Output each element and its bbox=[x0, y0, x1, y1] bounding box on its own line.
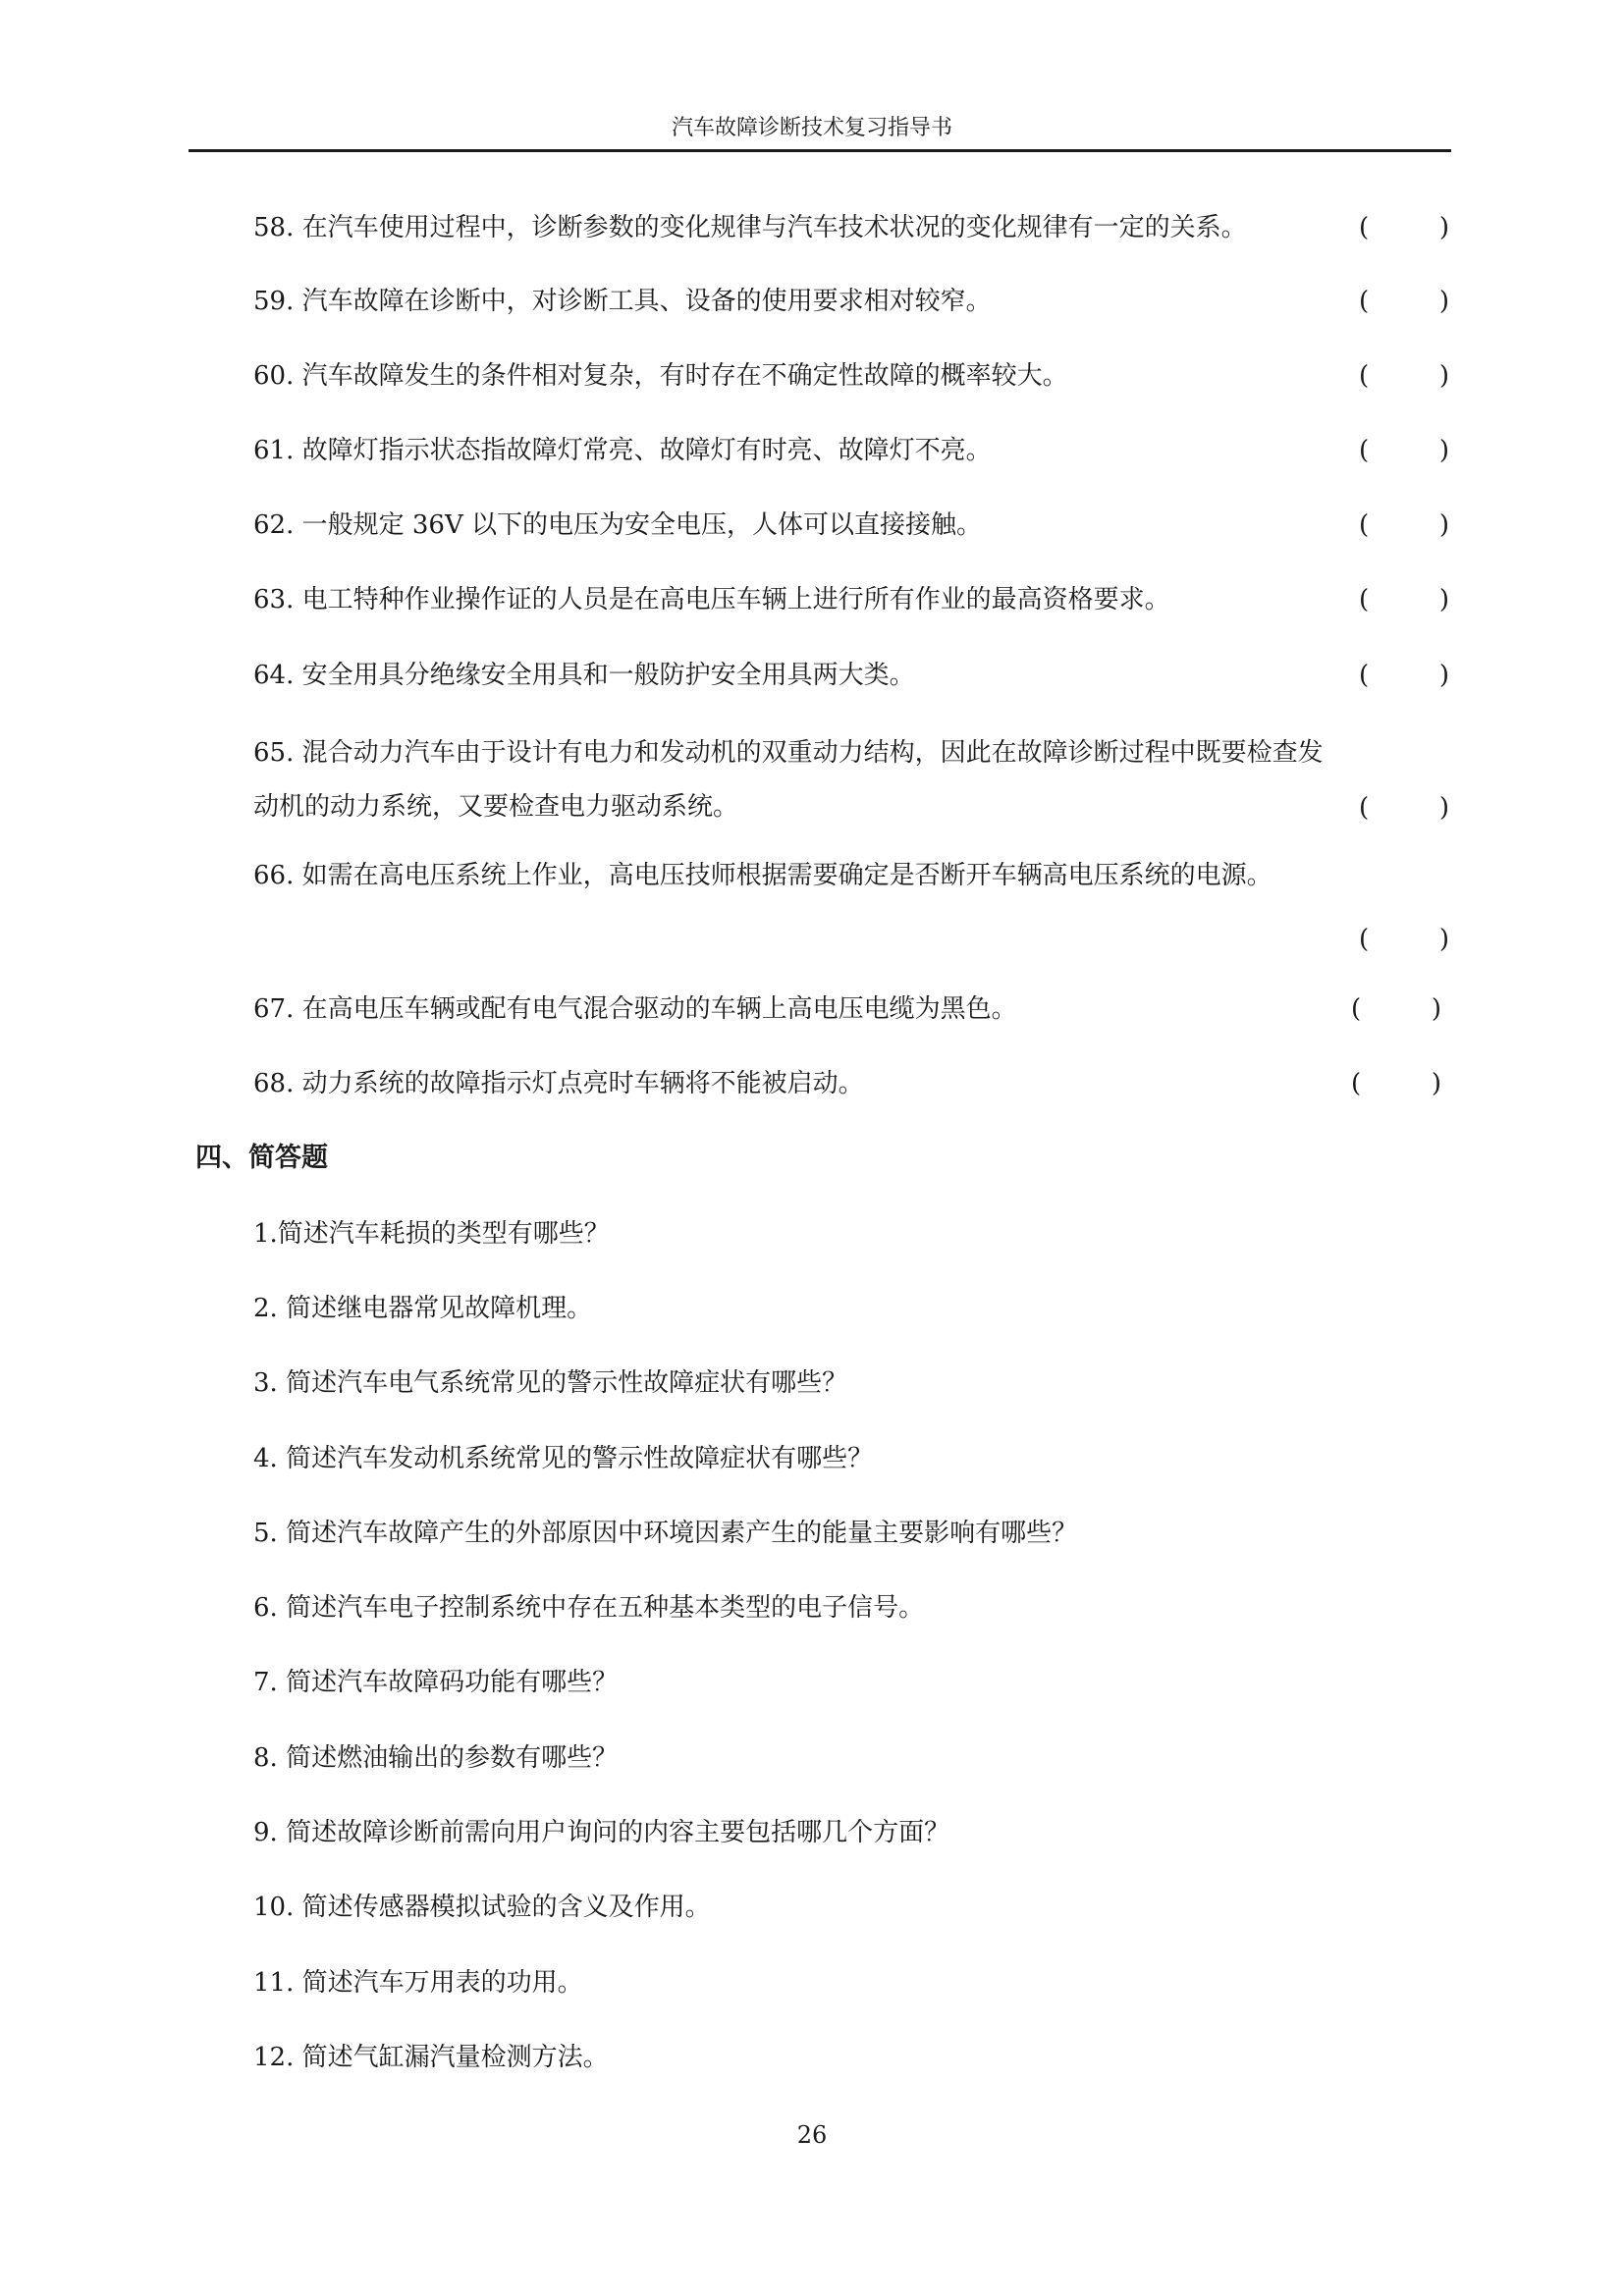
short-answer-item: 2. 简述继电器常见故障机理。 bbox=[253, 1294, 593, 1323]
question-text: 66. 如需在高电压系统上作业，高电压技师根据需要确定是否断开车辆高电压系统的电源。 bbox=[253, 861, 1272, 890]
tf-question-68 bbox=[253, 1067, 1449, 1100]
short-answer-item: 11. 简述汽车万用表的功用。 bbox=[253, 1968, 583, 1998]
question-text: 61. 故障灯指示状态指故障灯常亮、故障灯有时亮、故障灯不亮。 bbox=[253, 436, 992, 465]
short-answer-item: 4. 简述汽车发动机系统常见的警示性故障症状有哪些？ bbox=[253, 1444, 874, 1473]
answer-blank: ( ) bbox=[1359, 585, 1449, 614]
short-answer-item: 5. 简述汽车故障产生的外部原因中环境因素产生的能量主要影响有哪些？ bbox=[253, 1519, 1078, 1548]
question-text: 63. 电工特种作业操作证的人员是在高电压车辆上进行所有作业的最高资格要求。 bbox=[253, 585, 1170, 614]
tf-question-65 bbox=[253, 726, 1449, 834]
header-rule bbox=[189, 149, 1451, 152]
question-text: 58. 在汽车使用过程中，诊断参数的变化规律与汽车技术状况的变化规律有一定的关系。 bbox=[253, 213, 1247, 242]
tf-question-67 bbox=[253, 992, 1449, 1026]
answer-blank: ( ) bbox=[1359, 436, 1449, 465]
section-heading-short-answer: 四、简答题 bbox=[195, 1143, 328, 1173]
tf-question-63 bbox=[253, 583, 1449, 616]
tf-question-58 bbox=[253, 211, 1449, 244]
tf-question-61 bbox=[253, 434, 1449, 467]
question-text: 64. 安全用具分绝缘安全用具和一般防护安全用具两大类。 bbox=[253, 661, 915, 690]
question-text: 68. 动力系统的故障指示灯点亮时车辆将不能被启动。 bbox=[253, 1069, 864, 1098]
short-answer-item: 6. 简述汽车电子控制系统中存在五种基本类型的电子信号。 bbox=[253, 1593, 925, 1623]
question-text: 59. 汽车故障在诊断中，对诊断工具、设备的使用要求相对较窄。 bbox=[253, 287, 992, 316]
short-answer-item: 7. 简述汽车故障码功能有哪些？ bbox=[253, 1668, 619, 1697]
tf-question-66 bbox=[253, 859, 1449, 954]
short-answer-item: 3. 简述汽车电气系统常见的警示性故障症状有哪些？ bbox=[253, 1368, 848, 1398]
answer-blank: ( ) bbox=[1359, 793, 1449, 823]
tf-question-64 bbox=[253, 659, 1449, 692]
page-number: 26 bbox=[796, 2121, 828, 2149]
answer-line bbox=[253, 892, 1449, 946]
answer-blank: ( ) bbox=[1359, 925, 1449, 954]
question-text: 60. 汽车故障发生的条件相对复杂，有时存在不确定性故障的概率较大。 bbox=[253, 361, 1068, 391]
answer-blank: ( ) bbox=[1359, 287, 1449, 316]
answer-blank: ( ) bbox=[1359, 213, 1449, 242]
answer-blank: ( ) bbox=[1359, 510, 1449, 540]
answer-blank: ( ) bbox=[1359, 361, 1449, 391]
answer-blank: ( ) bbox=[1359, 661, 1449, 690]
short-answer-item: 12. 简述气缸漏汽量检测方法。 bbox=[253, 2043, 609, 2072]
short-answer-item: 10. 简述传感器模拟试验的含义及作用。 bbox=[253, 1893, 711, 1922]
tf-question-59 bbox=[253, 285, 1449, 318]
question-text: 67. 在高电压车辆或配有电气混合驱动的车辆上高电压电缆为黑色。 bbox=[253, 994, 1017, 1024]
question-text: 62. 一般规定 36V 以下的电压为安全电压，人体可以直接接触。 bbox=[253, 510, 983, 540]
tf-question-60 bbox=[253, 359, 1449, 393]
short-answer-item: 9. 简述故障诊断前需向用户询问的内容主要包括哪几个方面？ bbox=[253, 1818, 950, 1847]
short-answer-item: 8. 简述燃油输出的参数有哪些？ bbox=[253, 1743, 619, 1773]
running-header: 汽车故障诊断技术复习指导书 bbox=[671, 116, 952, 140]
answer-blank: ( ) bbox=[1351, 994, 1441, 1024]
short-answer-item: 1.简述汽车耗损的类型有哪些？ bbox=[253, 1219, 610, 1249]
answer-blank: ( ) bbox=[1351, 1069, 1441, 1098]
tf-question-62 bbox=[253, 508, 1449, 542]
question-text: 65. 混合动力汽车由于设计有电力和发动机的双重动力结构，因此在故障诊断过程中既要检查发动机的动力系统，又要检查电力驱动系统。 bbox=[253, 738, 1324, 822]
